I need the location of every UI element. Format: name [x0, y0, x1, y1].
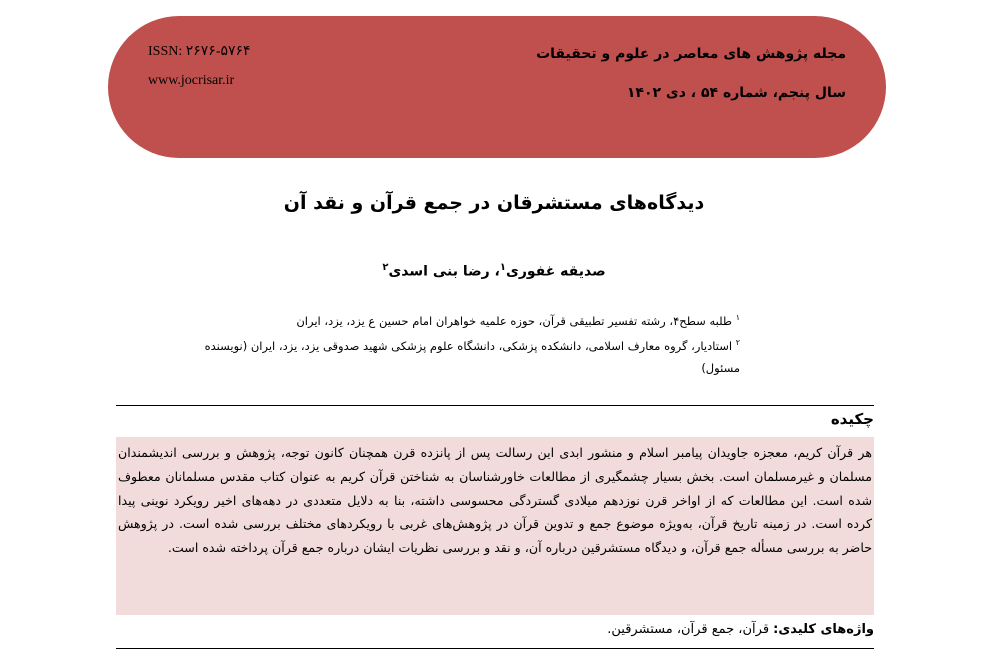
author-1-mark: ۱: [499, 262, 506, 273]
abstract-heading: چکیده: [830, 410, 874, 428]
affiliation-1-mark: ۱: [735, 313, 740, 322]
author-1-name: صدیقه غفوری: [506, 263, 606, 280]
affiliations: [180, 307, 740, 379]
affiliation-2: [180, 332, 740, 379]
keywords-value: قرآن، جمع قرآن، مستشرقین.: [607, 622, 774, 637]
issue-info: سال پنجم، شماره ۵۴ ، دی ۱۴۰۲: [626, 84, 846, 101]
article-title: دیدگاه‌های مستشرقان در جمع قرآن و نقد آن: [283, 192, 705, 214]
affiliation-1: [180, 307, 740, 332]
journal-website-link[interactable]: www.jocrisar.ir: [148, 72, 235, 88]
abstract-text: هر قرآن کریم، معجزه جاویدان پیامبر اسلام و منشور ابدی این رسالت پس از پانزده قرن همچنان کانون توجه، پژوهش و بررسی اندیشمندان مسلمان و غیرمسلمان است. بخش بسیار چشمگیری از مطالعات خاورشناسان به شناختن قرآن کریم به عنوان کتاب مقدس مسلمانان معطوف شده است. این مطالعات که از اواخر قرن نوزدهم میلادی گستردگی محسوسی داشته، بنا به دلایل متعددی در دهه‌های اخیر رویکرد نوینی پیدا کرده است. در زمینه تاریخ قرآن، به‌ویژه موضوع جمع و تدوین قرآن در پژوهش‌های غربی با رویکردهای مختلف بررسی شده است. در پژوهش حاضر به بررسی مسأله جمع قرآن، و دیدگاه مستشرقین درباره آن، و نقد و بررسی نظریات ایشان درباره جمع قرآن پرداخته شده است.: [118, 445, 872, 556]
author-separator: ،: [489, 263, 500, 280]
author-2-mark: ۲: [382, 262, 389, 273]
journal-name: مجله پژوهش های معاصر در علوم و تحقیقات: [536, 46, 846, 62]
journal-identifiers: [148, 44, 251, 90]
keywords-line: [607, 622, 874, 637]
abstract-top-divider: [116, 405, 874, 406]
keywords-label: واژه‌های کلیدی:: [773, 622, 874, 637]
abstract-highlight: [116, 437, 874, 615]
abstract-bottom-divider: [116, 648, 874, 649]
affiliation-1-text: طلبه سطح۴، رشته تفسیر تطبیقی قرآن، حوزه علمیه خواهران امام حسین ع یزد، یزد، ایران: [296, 313, 736, 328]
author-line: [0, 262, 988, 280]
journal-info: [536, 46, 846, 102]
affiliation-2-text: استادیار، گروه معارف اسلامی، دانشکده پزشکی، دانشگاه علوم پزشکی شهید صدوقی یزد، یزد، ایران (نویسنده مسئول): [204, 338, 740, 375]
issn: ISSN: ۲۶۷۶-۵۷۶۴: [148, 44, 251, 59]
affiliation-2-mark: ۲: [735, 337, 740, 347]
journal-header-banner: [108, 16, 886, 158]
author-2-name: رضا بنی اسدی: [388, 263, 490, 280]
